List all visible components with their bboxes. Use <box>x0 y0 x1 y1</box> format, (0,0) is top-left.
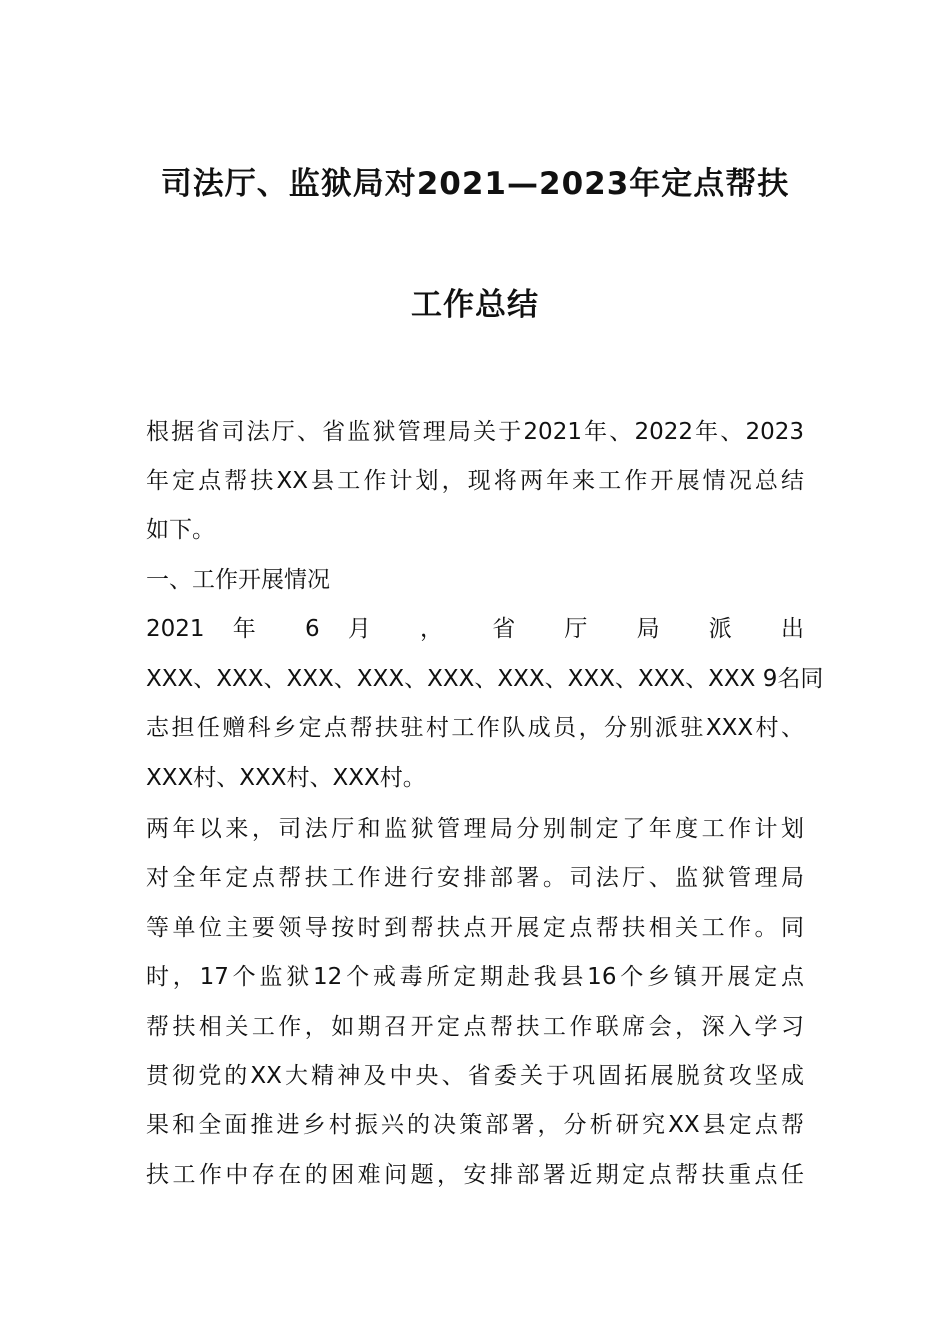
paragraph-2-line-5: 帮扶相关工作，如期召开定点帮扶工作联席会，深入学习 <box>146 1014 804 1040</box>
paragraph-2-line-3: 等单位主要领导按时到帮扶点开展定点帮扶相关工作。同 <box>146 915 804 941</box>
document-title-line-1: 司法厅、监狱局对2021—2023年定点帮扶 <box>160 166 790 202</box>
paragraph-2-line-8: 扶工作中存在的困难问题，安排部署近期定点帮扶重点任 <box>146 1162 804 1188</box>
paragraph-1-line-2: XXX、XXX、XXX、XXX、XXX、XXX、XXX、XXX、XXX 9名同 <box>146 666 824 692</box>
paragraph-1-line-3: 志担任赠科乡定点帮扶驻村工作队成员，分别派驻XXX村、 <box>146 715 804 741</box>
document-title-line-2: 工作总结 <box>411 287 539 323</box>
intro-line-3: 如下。 <box>146 517 215 543</box>
intro-line-2: 年定点帮扶XX县工作计划，现将两年来工作开展情况总结 <box>146 468 804 494</box>
paragraph-2-line-1: 两年以来，司法厅和监狱管理局分别制定了年度工作计划 <box>146 816 804 842</box>
paragraph-1-line-1: 2021 年 6 月 ， 省 厅 局 派 出 <box>146 616 804 642</box>
paragraph-2-line-2: 对全年定点帮扶工作进行安排部署。司法厅、监狱管理局 <box>146 865 804 891</box>
paragraph-1-line-4: XXX村、XXX村、XXX村。 <box>146 765 426 791</box>
paragraph-2-line-7: 果和全面推进乡村振兴的决策部署，分析研究XX县定点帮 <box>146 1112 804 1138</box>
section-heading: 一、工作开展情况 <box>146 567 330 593</box>
paragraph-2-line-6: 贯彻党的XX大精神及中央、省委关于巩固拓展脱贫攻坚成 <box>146 1063 804 1089</box>
intro-line-1: 根据省司法厅、省监狱管理局关于2021年、2022年、2023 <box>146 419 804 445</box>
paragraph-2-line-4: 时，17个监狱12个戒毒所定期赴我县16个乡镇开展定点 <box>146 964 804 990</box>
